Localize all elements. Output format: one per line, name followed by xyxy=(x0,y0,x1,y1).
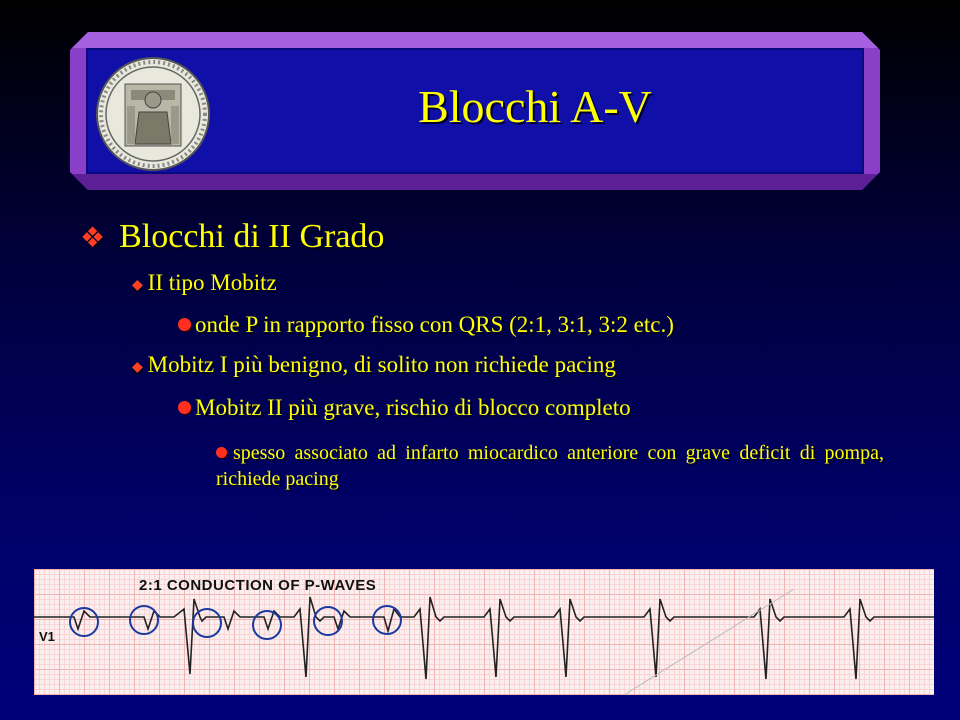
heading-text: Blocchi di II Grado xyxy=(119,218,385,255)
bullet-text: spesso associato ad infarto miocardico anteriore con grave deficit di pompa, richiede pacing xyxy=(216,442,884,490)
bullet-infarct xyxy=(216,440,884,492)
bullet-mobitz1 xyxy=(127,352,616,378)
round-bullet-icon xyxy=(216,447,227,458)
round-bullet-icon xyxy=(178,401,191,414)
diamond-bullet-icon: ❖ xyxy=(80,223,106,254)
round-bullet-icon xyxy=(178,318,191,331)
bullet-mobitz2-grave xyxy=(178,395,631,421)
ecg-waveform xyxy=(34,597,934,679)
heading-bullet xyxy=(80,218,384,256)
bullet-text: II tipo Mobitz xyxy=(147,270,277,295)
square-bullet-icon: ■ xyxy=(127,276,147,296)
bullet-text: Mobitz I più benigno, di solito non richiede pacing xyxy=(147,352,616,377)
bullet-text: onde P in rapporto fisso con QRS (2:1, 3:1, 3:2 etc.) xyxy=(195,312,674,337)
university-seal-icon xyxy=(95,56,211,172)
ecg-lead-label: V1 xyxy=(39,629,55,644)
ecg-strip xyxy=(34,569,934,695)
square-bullet-icon: ■ xyxy=(127,358,147,378)
p-wave-circle xyxy=(193,609,221,637)
p-wave-circle xyxy=(130,606,158,634)
p-wave-circle xyxy=(314,607,342,635)
bullet-ratio xyxy=(178,312,674,338)
bullet-mobitz-type xyxy=(127,270,277,296)
ecg-trace xyxy=(34,569,934,695)
bullet-text: Mobitz II più grave, rischio di blocco completo xyxy=(195,395,631,420)
page-title: Blocchi A-V xyxy=(418,81,652,132)
ecg-caption: 2:1 CONDUCTION OF P-WAVES xyxy=(139,577,377,594)
